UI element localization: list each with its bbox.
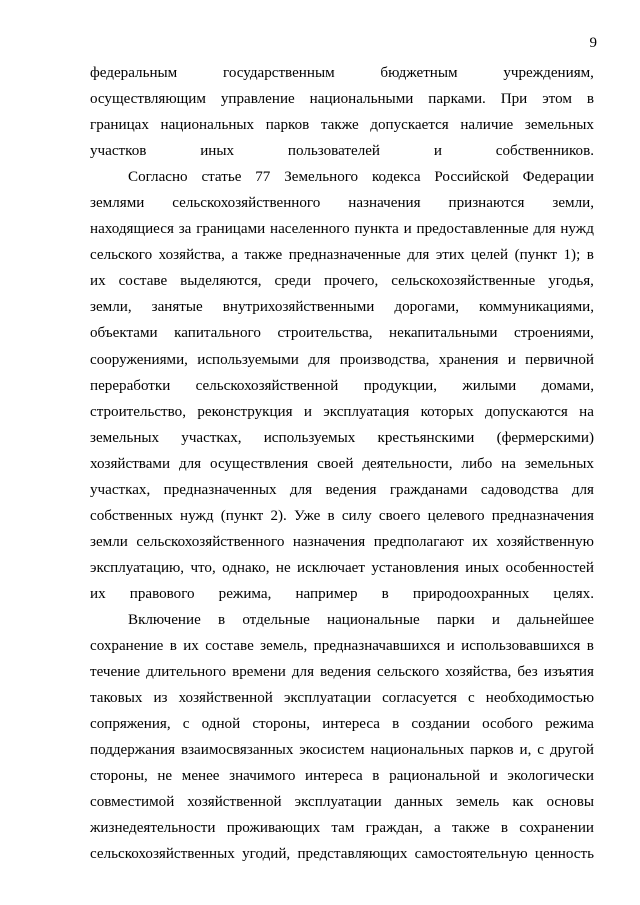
text-line: поддержания взаимосвязанных экосистем национальных парков и, с другой bbox=[90, 742, 594, 759]
page-number: 9 bbox=[589, 35, 597, 51]
text-line: эксплуатацию, что, однако, не исключает установления иных особенностей bbox=[90, 559, 594, 576]
text-line: их правового режима, например в природоохранных целях. bbox=[90, 585, 594, 602]
text-line: земли, занятые внутрихозяйственными дорогами, коммуникациями, bbox=[90, 299, 594, 316]
text-line: Согласно статье 77 Земельного кодекса Российской Федерации bbox=[128, 169, 594, 186]
text-line: землями сельскохозяйственного назначения признаются земли, bbox=[90, 195, 594, 212]
text-line: стороны, не менее значимого интереса в рациональной и экологически bbox=[90, 768, 594, 785]
text-line: земельных участках, используемых крестьянскими (фермерскими) bbox=[90, 429, 594, 446]
document-body bbox=[90, 60, 594, 867]
text-line: их составе выделяются, среди прочего, сельскохозяйственные угодья, bbox=[90, 273, 594, 290]
paragraph-2 bbox=[90, 164, 594, 607]
text-line: сельского хозяйства, а также предназначенные для этих целей (пункт 1); в bbox=[90, 247, 594, 264]
text-line: жизнедеятельности проживающих там граждан, а также в сохранении bbox=[90, 820, 594, 837]
text-line: таковых из хозяйственной эксплуатации согласуется с необходимостью bbox=[90, 690, 594, 707]
text-line: совместимой хозяйственной эксплуатации данных земель как основы bbox=[90, 794, 594, 811]
text-line: федеральным государственным бюджетным учреждениям, bbox=[90, 65, 594, 81]
text-line: течение длительного времени для ведения сельского хозяйства, без изъятия bbox=[90, 664, 594, 681]
text-line: участков иных пользователей и собственников. bbox=[90, 143, 594, 160]
text-line: сохранение в их составе земель, предназначавшихся и использовавшихся в bbox=[90, 638, 594, 655]
text-line: собственных нужд (пункт 2). Уже в силу своего целевого предназначения bbox=[90, 507, 594, 524]
paragraph-3 bbox=[90, 607, 594, 867]
paragraph-1 bbox=[90, 60, 594, 164]
text-line: сопряжения, с одной стороны, интереса в создании особого режима bbox=[90, 716, 594, 733]
text-line: находящиеся за границами населенного пункта и предоставленные для нужд bbox=[90, 221, 594, 238]
text-line: участках, предназначенных для ведения гражданами садоводства для bbox=[90, 481, 594, 498]
text-line: сооружениями, используемыми для производства, хранения и первичной bbox=[90, 351, 594, 368]
text-line: строительство, реконструкция и эксплуатация которых допускаются на bbox=[90, 403, 594, 420]
text-line: земли сельскохозяйственного назначения предполагают их хозяйственную bbox=[90, 533, 594, 550]
text-line: сельскохозяйственных угодий, представляющих самостоятельную ценность bbox=[90, 846, 594, 863]
text-line: переработки сельскохозяйственной продукции, жилыми домами, bbox=[90, 377, 594, 394]
text-line: хозяйствами для осуществления своей деятельности, либо на земельных bbox=[90, 455, 594, 472]
text-line: Включение в отдельные национальные парки и дальнейшее bbox=[128, 611, 594, 628]
text-line: объектами капитального строительства, некапитальными строениями, bbox=[90, 325, 594, 342]
text-line: границах национальных парков также допускается наличие земельных bbox=[90, 117, 594, 134]
text-line: осуществляющим управление национальными парками. При этом в bbox=[90, 91, 594, 108]
